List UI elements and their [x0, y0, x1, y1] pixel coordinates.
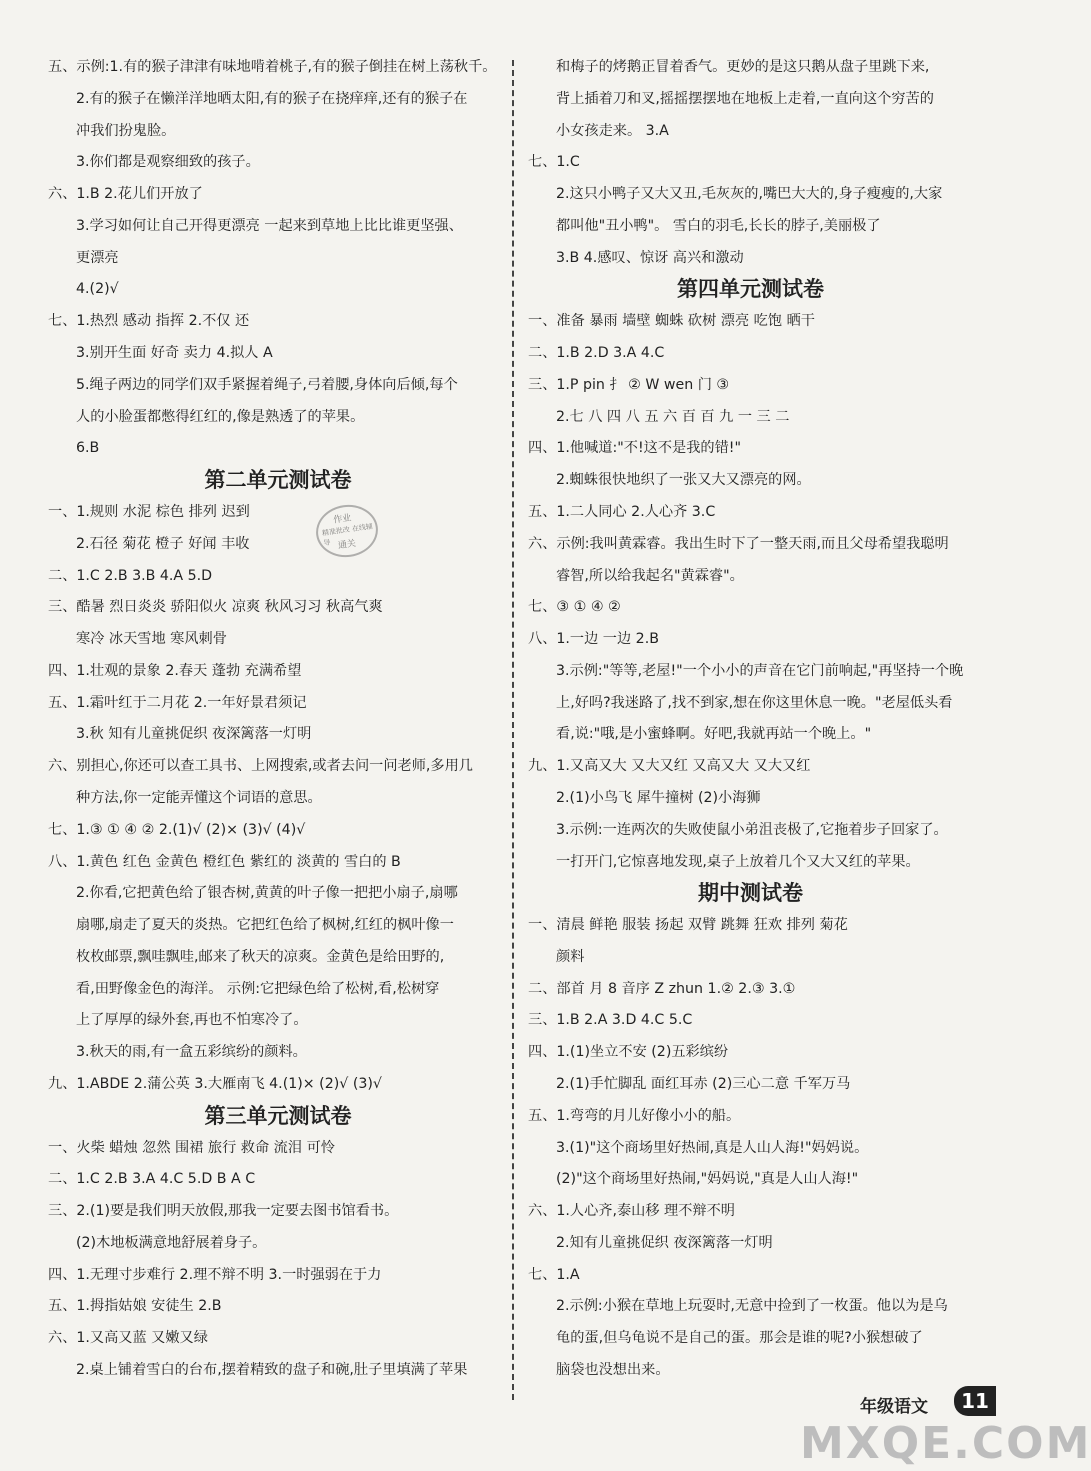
answer-line: 六、别担心,你还可以查工具书、上网搜索,或者去问一问老师,多用几 [48, 758, 473, 775]
answer-line: 3.示例:"等等,老屋!"一个小小的声音在它门前响起,"再坚持一个晚 [556, 662, 964, 679]
right-column [528, 52, 973, 1387]
answer-line: 二、1.C 2.B 3.A 4.C 5.D B A C [48, 1171, 256, 1188]
answer-line: 上了厚厚的绿外套,再也不怕寒冷了。 [76, 1012, 308, 1029]
answer-line: 更漂亮 [76, 249, 119, 266]
stamp-icon: 作业 精准批改 在线辅导 通关 [313, 501, 382, 561]
answer-line: 五、1.弯弯的月儿好像小小的船。 [528, 1107, 741, 1124]
answer-line: 七、1.③ ① ④ ② 2.(1)√ (2)× (3)√ (4)√ [48, 821, 306, 838]
answer-line: 都叫他"丑小鸭"。 雪白的羽毛,长长的脖子,美丽极了 [556, 217, 881, 234]
answer-line: 6.B [76, 440, 100, 457]
answer-line: 三、酷暑 烈日炎炎 骄阳似火 凉爽 秋风习习 秋高气爽 [48, 599, 383, 616]
answer-line: 和梅子的烤鹅正冒着香气。更妙的是这只鹅从盘子里跳下来, [556, 59, 930, 75]
answer-line: 六、示例:我叫黄霖睿。我出生时下了一整天雨,而且父母希望我聪明 [528, 535, 949, 552]
answer-line: 一、1.规则 水泥 棕色 排列 迟到 [48, 503, 250, 520]
answer-line: 龟的蛋,但乌龟说不是自己的蛋。那会是谁的呢?小猴想破了 [556, 1330, 923, 1347]
answer-line: 三、1.P pin 扌 ② W wen 门 ③ [528, 376, 730, 393]
answer-line: 三、1.B 2.A 3.D 4.C 5.C [528, 1012, 693, 1029]
answer-line: 一、火柴 蜡烛 忽然 围裙 旅行 救命 流泪 可怜 [48, 1139, 335, 1156]
answer-line: 颜料 [556, 948, 585, 965]
answer-line: 2.桌上铺着雪白的台布,摆着精致的盘子和碗,肚子里填满了苹果 [76, 1362, 468, 1379]
watermark: MXQE.COM [800, 1418, 1091, 1469]
answer-line: 脑袋也没想出来。 [556, 1362, 670, 1379]
answer-line: 七、1.热烈 感动 指挥 2.不仅 还 [48, 313, 250, 330]
answer-line: 二、部首 月 8 音序 Z zhun 1.② 2.③ 3.① [528, 980, 796, 997]
answer-line: 寒冷 冰天雪地 寒风刺骨 [76, 631, 227, 648]
answer-line: 四、1.(1)坐立不安 (2)五彩缤纷 [528, 1044, 729, 1061]
answer-line: 背上插着刀和叉,摇摇摆摆地在地板上走着,一直向这个穷苦的 [556, 90, 934, 107]
answer-line: (2)"这个商场里好热闹,"妈妈说,"真是人山人海!" [556, 1171, 859, 1188]
answer-line: 4.(2)√ [76, 281, 119, 298]
answer-line: 上,好吗?我迷路了,找不到家,想在你这里休息一晚。"老屋低头看 [556, 694, 953, 711]
answer-line: 扇哪,扇走了夏天的炎热。它把红色给了枫树,红红的枫叶像一 [76, 917, 454, 934]
answer-line: 3.你们都是观察细致的孩子。 [76, 154, 260, 171]
answer-line: 3.别开生面 好奇 卖力 4.拟人 A [76, 345, 273, 362]
answer-line: 2.你看,它把黄色给了银杏树,黄黄的叶子像一把把小扇子,扇哪 [76, 885, 458, 902]
answer-line: 一、清晨 鲜艳 服装 扬起 双臂 跳舞 狂欢 排列 菊花 [528, 917, 848, 934]
answer-line: 七、③ ① ④ ② [528, 599, 621, 616]
answer-line: 七、1.C [528, 154, 580, 171]
answer-line: 3.示例:一连两次的失败使鼠小弟沮丧极了,它拖着步子回家了。 [556, 821, 948, 838]
answer-line: 八、1.黄色 红色 金黄色 橙红色 紫红的 淡黄的 雪白的 B [48, 853, 401, 870]
page-number: 11 [954, 1386, 996, 1416]
answer-line: 四、1.他喊道:"不!这不是我的错!" [528, 440, 741, 457]
answer-line: 五、1.二人同心 2.人心齐 3.C [528, 503, 716, 520]
answer-line: 五、示例:1.有的猴子津津有味地啃着桃子,有的猴子倒挂在树上荡秋千。 [48, 59, 497, 75]
answer-line: 2.这只小鸭子又大又丑,毛灰灰的,嘴巴大大的,身子瘦瘦的,大家 [556, 186, 943, 203]
column-divider [512, 60, 514, 1400]
answer-line: 六、1.人心齐,泰山移 理不辩不明 [528, 1203, 735, 1220]
answer-line: 一打开门,它惊喜地发现,桌子上放着几个又大又红的苹果。 [556, 853, 920, 870]
answer-line: 睿智,所以给我起名"黄霖睿"。 [556, 567, 744, 584]
answer-line: 2.知有儿童挑促织 夜深篱落一灯明 [556, 1234, 773, 1251]
answer-line: 六、1.又高又蓝 又嫩又绿 [48, 1330, 208, 1347]
answer-line: 八、1.一边 一边 2.B [528, 631, 659, 648]
answer-line: 小女孩走来。 3.A [556, 122, 669, 139]
answer-line: 3.(1)"这个商场里好热闹,真是人山人海!"妈妈说。 [556, 1139, 869, 1156]
answer-line: 人的小脸蛋都憋得红红的,像是熟透了的苹果。 [76, 408, 365, 425]
grade-subject-label: 年级语文 [860, 1397, 928, 1417]
answer-line: 2.蜘蛛很快地织了一张又大又漂亮的网。 [556, 472, 811, 489]
answer-line: 3.学习如何让自己开得更漂亮 一起来到草地上比比谁更坚强、 [76, 217, 463, 234]
answer-line: 5.绳子两边的同学们双手紧握着绳子,弓着腰,身体向后倾,每个 [76, 376, 458, 393]
answer-line: 四、1.壮观的景象 2.春天 蓬勃 充满希望 [48, 662, 302, 679]
answer-line: (2)木地板满意地舒展着身子。 [76, 1234, 267, 1251]
answer-line: 2.石径 菊花 橙子 好闻 丰收 [76, 535, 250, 552]
answer-line: 三、2.(1)要是我们明天放假,那我一定要去图书馆看书。 [48, 1203, 399, 1220]
answer-line: 五、1.拇指姑娘 安徒生 2.B [48, 1298, 222, 1315]
answer-line: 冲我们扮鬼脸。 [76, 122, 176, 139]
section-heading: 第三单元测试卷 [204, 1103, 352, 1128]
answer-line: 2.有的猴子在懒洋洋地晒太阳,有的猴子在挠痒痒,还有的猴子在 [76, 90, 468, 107]
answer-line: 2.(1)小鸟飞 犀牛撞树 (2)小海狮 [556, 789, 761, 806]
answer-line: 种方法,你一定能弄懂这个词语的意思。 [76, 789, 322, 806]
answer-line: 九、1.又高又大 又大又红 又高又大 又大又红 [528, 758, 811, 775]
answer-line: 3.B 4.感叹、惊讶 高兴和激动 [556, 249, 744, 266]
answer-line: 四、1.无理寸步难行 2.理不辩不明 3.一时强弱在于力 [48, 1266, 382, 1283]
answer-line: 九、1.ABDE 2.蒲公英 3.大雁南飞 4.(1)× (2)√ (3)√ [48, 1076, 382, 1092]
section-heading: 第四单元测试卷 [677, 277, 824, 302]
answer-line: 看,说:"哦,是小蜜蜂啊。好吧,我就再站一个晚上。" [556, 726, 872, 743]
answer-line: 看,田野像金色的海洋。 示例:它把绿色给了松树,看,松树穿 [76, 980, 440, 997]
left-column [48, 52, 508, 1387]
answer-line: 二、1.B 2.D 3.A 4.C [528, 345, 665, 362]
answer-line: 六、1.B 2.花儿们开放了 [48, 186, 203, 203]
answer-line: 2.七 八 四 八 五 六 百 百 九 一 三 二 [556, 408, 790, 425]
answer-line: 2.(1)手忙脚乱 面红耳赤 (2)三心二意 千军万马 [556, 1076, 851, 1092]
answer-line: 一、准备 暴雨 墙壁 蜘蛛 砍树 漂亮 吃饱 晒干 [528, 313, 815, 330]
answer-line: 七、1.A [528, 1266, 580, 1283]
answer-line: 枚枚邮票,飘哇飘哇,邮来了秋天的凉爽。金黄色是给田野的, [76, 948, 445, 965]
section-heading: 第二单元测试卷 [204, 468, 352, 493]
answer-line: 二、1.C 2.B 3.B 4.A 5.D [48, 567, 213, 584]
section-heading: 期中测试卷 [698, 881, 803, 906]
answer-line: 3.秋 知有儿童挑促织 夜深篱落一灯明 [76, 726, 312, 743]
answer-line: 2.示例:小猴在草地上玩耍时,无意中捡到了一枚蛋。他以为是乌 [556, 1298, 948, 1315]
answer-line: 五、1.霜叶红于二月花 2.一年好景君须记 [48, 694, 307, 711]
answer-line: 3.秋天的雨,有一盒五彩缤纷的颜料。 [76, 1044, 307, 1061]
